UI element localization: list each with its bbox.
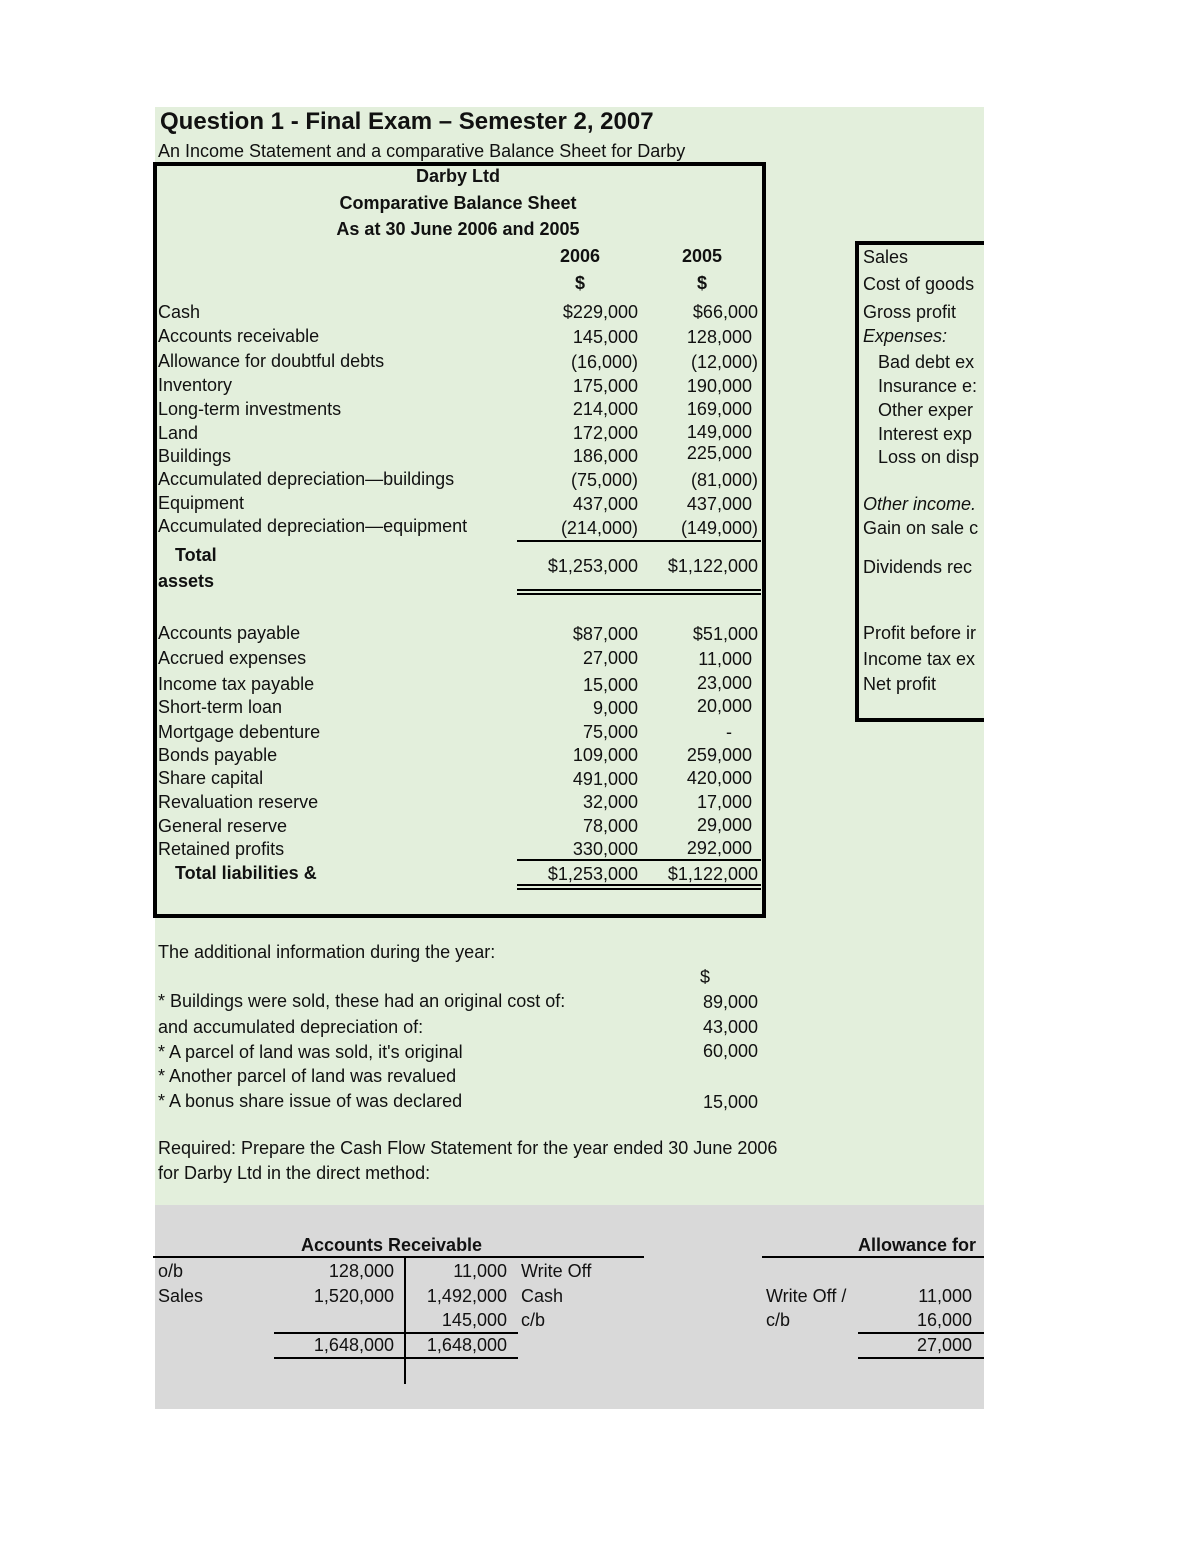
is-sales: Sales [863, 247, 909, 267]
asset-2005: 169,000 [686, 399, 752, 419]
additional-heading: The additional information during the year: [158, 942, 496, 962]
asset-2006: 172,000 [572, 423, 638, 443]
is-gross-profit: Gross profit [863, 302, 957, 322]
ar-debit-label: Sales [158, 1286, 204, 1306]
asset-2005: $66,000 [692, 302, 758, 322]
liability-2006: 27,000 [582, 648, 638, 668]
ar-credit-amount: 11,000 [453, 1261, 507, 1281]
asset-2006: 437,000 [572, 494, 638, 514]
additional-value: 89,000 [702, 992, 758, 1012]
asset-2005: 128,000 [686, 327, 752, 347]
asset-2006: 214,000 [572, 399, 638, 419]
is-gain-on-sale: Gain on sale c [863, 518, 979, 538]
is-bad-debt: Bad debt ex [878, 352, 975, 372]
allowance-row-label: c/b [766, 1310, 791, 1330]
allowance-row-amount: 16,000 [916, 1310, 972, 1330]
asset-label: Cash [158, 302, 201, 322]
additional-item: * A bonus share issue of was declared [158, 1091, 463, 1111]
additional-item: * Buildings were sold, these had an original cost of: [158, 991, 566, 1011]
is-expenses: Expenses: [863, 326, 948, 346]
asset-2005: 149,000 [686, 422, 752, 442]
asset-2005: 190,000 [686, 376, 752, 396]
asset-2005: (149,000) [680, 518, 758, 538]
liability-label: Accounts payable [158, 623, 301, 643]
additional-item: * Another parcel of land was revalued [158, 1066, 457, 1086]
liability-2006: 78,000 [582, 816, 638, 836]
ar-debit-amount: 1,520,000 [313, 1286, 394, 1306]
asset-2006: $229,000 [562, 302, 638, 322]
liability-label: Income tax payable [158, 674, 315, 694]
ar-total-bottom-rule [274, 1357, 518, 1359]
liability-2005: 292,000 [686, 838, 752, 858]
bs-company: Darby Ltd [415, 166, 500, 186]
liability-label: Revaluation reserve [158, 792, 319, 812]
total-liab-2006: $1,253,000 [547, 864, 638, 884]
allowance-total: 27,000 [916, 1335, 972, 1355]
bs-currency-2006: $ [574, 273, 585, 293]
is-other-income: Other income. [863, 494, 977, 514]
asset-label: Buildings [158, 446, 232, 466]
asset-label: Land [158, 423, 199, 443]
is-net-profit: Net profit [863, 674, 937, 694]
bs-heading: Comparative Balance Sheet [339, 193, 577, 213]
asset-label: Inventory [158, 375, 233, 395]
liability-2005: 259,000 [686, 745, 752, 765]
asset-label: Long-term investments [158, 399, 342, 419]
required-line-1: Required: Prepare the Cash Flow Statement for the year ended 30 June 2006 [158, 1138, 778, 1158]
ar-credit-label: Write Off [521, 1261, 592, 1281]
liability-label: Mortgage debenture [158, 722, 321, 742]
liability-2006: 15,000 [582, 675, 638, 695]
asset-2005: 437,000 [686, 494, 752, 514]
ar-debit-total: 1,648,000 [313, 1335, 394, 1355]
asset-2006: (75,000) [570, 470, 638, 490]
page-title: Question 1 - Final Exam – Semester 2, 2007 [160, 108, 654, 135]
liability-2006: $87,000 [572, 624, 638, 644]
liability-2006: 9,000 [592, 698, 638, 718]
asset-2006: 145,000 [572, 327, 638, 347]
bs-currency-2005: $ [696, 273, 707, 293]
liability-2005: - [726, 722, 732, 742]
additional-currency: $ [699, 967, 710, 987]
liability-2006: 330,000 [572, 839, 638, 859]
liability-2005: 420,000 [686, 768, 752, 788]
is-insurance: Insurance e: [878, 376, 978, 396]
asset-label: Allowance for doubtful debts [158, 351, 385, 371]
liability-2005: 29,000 [696, 815, 752, 835]
ar-debit-label: o/b [158, 1261, 184, 1281]
total-assets-label-2: assets [158, 571, 215, 591]
ar-credit-label: Cash [521, 1286, 564, 1306]
asset-2005: 225,000 [686, 443, 752, 463]
total-assets-rule [517, 540, 761, 542]
allowance-total-top-rule [858, 1332, 984, 1334]
asset-label: Accounts receivable [158, 326, 320, 346]
liability-2005: 17,000 [696, 792, 752, 812]
bs-col-2006: 2006 [559, 246, 601, 266]
asset-2006: (214,000) [560, 518, 638, 538]
asset-2006: 186,000 [572, 446, 638, 466]
additional-value: 60,000 [702, 1041, 758, 1061]
liability-2006: 491,000 [572, 769, 638, 789]
total-assets-2006: $1,253,000 [547, 556, 638, 576]
is-income-tax: Income tax ex [863, 649, 976, 669]
ar-ledger-title: Accounts Receivable [301, 1235, 483, 1255]
liability-2006: 32,000 [582, 792, 638, 812]
is-cogs: Cost of goods [863, 274, 975, 294]
liability-label: Retained profits [158, 839, 285, 859]
additional-value: 43,000 [702, 1017, 758, 1037]
liability-label: Bonds payable [158, 745, 278, 765]
liability-2006: 75,000 [582, 722, 638, 742]
bs-date: As at 30 June 2006 and 2005 [336, 219, 580, 239]
income-statement-box [855, 241, 984, 722]
asset-label: Equipment [158, 493, 245, 513]
liability-2006: 109,000 [572, 745, 638, 765]
is-interest-expense: Interest exp [878, 424, 973, 444]
total-assets-label: Total [175, 545, 217, 565]
intro-text: An Income Statement and a comparative Balance Sheet for Darby [158, 141, 686, 161]
liability-2005: 23,000 [696, 673, 752, 693]
bs-col-2005: 2005 [681, 246, 723, 266]
total-liab-label: Total liabilities & [175, 863, 317, 883]
ar-credit-amount: 145,000 [441, 1310, 507, 1330]
allowance-row-label: Write Off / [766, 1286, 847, 1306]
is-dividends: Dividends rec [863, 557, 973, 577]
liability-label: Share capital [158, 768, 264, 788]
additional-value: 15,000 [702, 1092, 758, 1112]
asset-label: Accumulated depreciation—buildings [158, 469, 455, 489]
total-assets-double-rule [517, 589, 761, 595]
required-line-2: for Darby Ltd in the direct method: [158, 1163, 431, 1183]
ar-ledger-top-rule [153, 1256, 644, 1258]
asset-2005: (81,000) [690, 470, 758, 490]
total-liab-double-rule [517, 884, 761, 890]
ar-credit-amount: 1,492,000 [426, 1286, 507, 1306]
liability-2005: 11,000 [698, 649, 752, 669]
asset-2006: 175,000 [572, 376, 638, 396]
is-other-expenses: Other exper [878, 400, 974, 420]
asset-label: Accumulated depreciation—equipment [158, 516, 468, 536]
ar-credit-total: 1,648,000 [426, 1335, 507, 1355]
additional-item: * A parcel of land was sold, it's original [158, 1042, 463, 1062]
liability-label: Accrued expenses [158, 648, 307, 668]
is-loss-on-disposal: Loss on disp [878, 447, 980, 467]
additional-item: and accumulated depreciation of: [158, 1017, 424, 1037]
asset-2006: (16,000) [570, 352, 638, 372]
allowance-row-amount: 11,000 [918, 1286, 972, 1306]
ar-credit-label: c/b [521, 1310, 546, 1330]
allowance-title: Allowance for [858, 1235, 977, 1255]
allowance-total-bottom-rule [858, 1357, 984, 1359]
ar-total-top-rule [274, 1332, 518, 1334]
is-profit-before-tax: Profit before ir [863, 623, 977, 643]
total-liab-2005: $1,122,000 [667, 864, 758, 884]
total-assets-2005: $1,122,000 [667, 556, 758, 576]
ar-debit-amount: 128,000 [328, 1261, 394, 1281]
total-liab-rule [517, 859, 761, 861]
allowance-top-rule [762, 1256, 984, 1258]
liability-2005: 20,000 [696, 696, 752, 716]
liability-2005: $51,000 [692, 624, 758, 644]
liability-label: General reserve [158, 816, 288, 836]
allowance-ledger [760, 1230, 984, 1370]
asset-2005: (12,000) [690, 352, 758, 372]
liability-label: Short-term loan [158, 697, 283, 717]
